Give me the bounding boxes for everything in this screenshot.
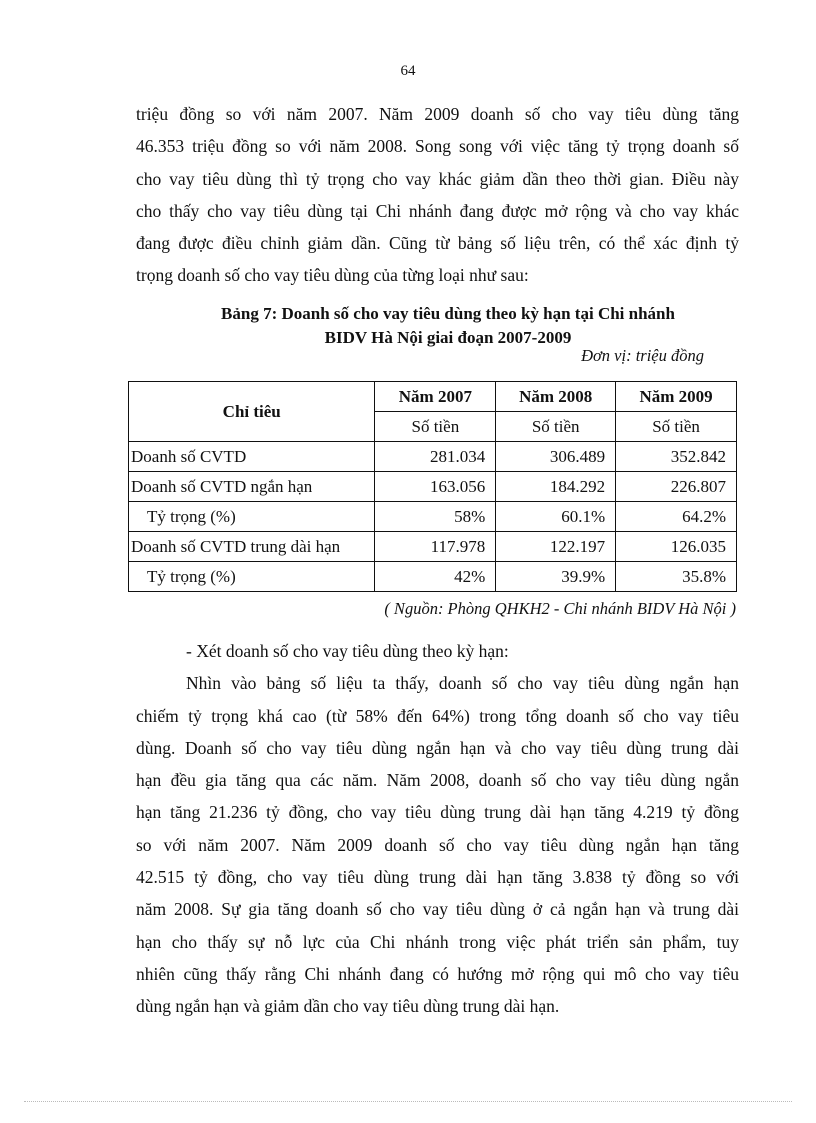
text-line: năm 2008. Sự gia tăng doanh số cho vay tiêu dùng ở cả ngắn hạn và trung dài: [136, 899, 739, 920]
row-value: 163.056: [375, 472, 496, 502]
table-row: [129, 472, 737, 502]
text-line: hạn tăng 21.236 tỷ đồng, cho vay tiêu dùng trung dài hạn tăng 4.219 tỷ đồng: [136, 802, 739, 823]
row-label: Doanh số CVTD ngắn hạn: [129, 472, 375, 502]
text-line: nhiên cũng thấy rằng Chi nhánh đang có hướng mở rộng qui mô cho vay tiêu: [136, 963, 739, 984]
row-value: 64.2%: [616, 502, 737, 532]
text-line: triệu đồng so với năm 2007. Năm 2009 doanh số cho vay tiêu dùng tăng: [136, 104, 739, 124]
text-line: cho thấy cho vay tiêu dùng tại Chi nhánh đang được mở rộng và cho vay khác: [136, 200, 739, 221]
text-line: Nhìn vào bảng số liệu ta thấy, doanh số cho vay tiêu dùng ngắn hạn: [186, 673, 739, 694]
table-row: [129, 502, 737, 532]
header-year: Năm 2009: [616, 382, 737, 412]
row-value: 122.197: [496, 532, 616, 562]
row-label: Tỷ trọng (%): [129, 562, 375, 592]
row-value: 39.9%: [496, 562, 616, 592]
row-value: 58%: [375, 502, 496, 532]
row-value: 184.292: [496, 472, 616, 502]
table-caption-line: Bảng 7: Doanh số cho vay tiêu dùng theo kỳ hạn tại Chi nhánh: [221, 304, 675, 323]
paragraph-bottom: [136, 635, 739, 1023]
data-table: [128, 381, 737, 592]
row-value: 226.807: [616, 472, 737, 502]
text-line: đang được điều chỉnh giảm dần. Cũng từ bảng số liệu trên, có thể xác định tỷ: [136, 233, 739, 254]
row-value: 42%: [375, 562, 496, 592]
text-line: so với năm 2007. Năm 2009 doanh số cho vay tiêu dùng ngắn hạn tăng: [136, 834, 739, 855]
text-line: cho vay tiêu dùng thì tỷ trọng cho vay khác giảm dần theo thời gian. Điều này: [136, 168, 739, 189]
table-row: [129, 562, 737, 592]
row-value: 35.8%: [616, 562, 737, 592]
row-value: 117.978: [375, 532, 496, 562]
text-line: chiếm tỷ trọng khá cao (từ 58% đến 64%) trong tổng doanh số cho vay tiêu: [136, 705, 739, 726]
subheader-cell: Số tiền: [616, 412, 737, 442]
text-line: 46.353 triệu đồng so với năm 2008. Song song với việc tăng tỷ trọng doanh số: [136, 136, 739, 157]
row-label: Tỷ trọng (%): [129, 502, 375, 532]
text-line: dùng ngắn hạn và giảm dần cho vay tiêu dùng trung dài hạn.: [136, 996, 560, 1017]
text-line: dùng. Doanh số cho vay tiêu dùng ngắn hạn và cho vay tiêu dùng trung dài: [136, 737, 739, 758]
header-year: Năm 2007: [375, 382, 496, 412]
row-value: 352.842: [616, 442, 737, 472]
row-value: 306.489: [496, 442, 616, 472]
page-bottom-divider: [24, 1101, 792, 1102]
text-line: trọng doanh số cho vay tiêu dùng của từng loại như sau:: [136, 265, 529, 286]
table-row: [129, 442, 737, 472]
subheader-cell: Số tiền: [375, 412, 496, 442]
source-note: ( Nguồn: Phòng QHKH2 - Chi nhánh BIDV Hà Nội ): [384, 599, 736, 618]
row-label: Doanh số CVTD trung dài hạn: [129, 532, 375, 562]
row-value: 281.034: [375, 442, 496, 472]
page-number: 64: [400, 63, 416, 79]
row-value: 126.035: [616, 532, 737, 562]
text-line: hạn đều gia tăng qua các năm. Năm 2008, doanh số cho vay tiêu dùng ngắn: [136, 770, 739, 791]
table-row: [129, 532, 737, 562]
table-caption: [128, 302, 768, 350]
text-line: 42.515 tỷ đồng, cho vay tiêu dùng trung dài hạn tăng 3.838 tỷ đồng so với: [136, 867, 739, 888]
row-label: Doanh số CVTD: [129, 442, 375, 472]
subheader-cell: Số tiền: [496, 412, 616, 442]
text-line: hạn cho thấy sự nỗ lực của Chi nhánh trong việc phát triển sản phẩm, tuy: [136, 931, 739, 952]
unit-label: Đơn vị: triệu đồng: [581, 346, 704, 365]
paragraph-top: [136, 98, 739, 292]
header-year: Năm 2008: [496, 382, 616, 412]
header-label: Chỉ tiêu: [129, 382, 375, 442]
table-caption-line: BIDV Hà Nội giai đoạn 2007-2009: [324, 328, 572, 347]
table-header-row: [129, 382, 737, 412]
row-value: 60.1%: [496, 502, 616, 532]
text-line: - Xét doanh số cho vay tiêu dùng theo kỳ hạn:: [186, 641, 509, 661]
